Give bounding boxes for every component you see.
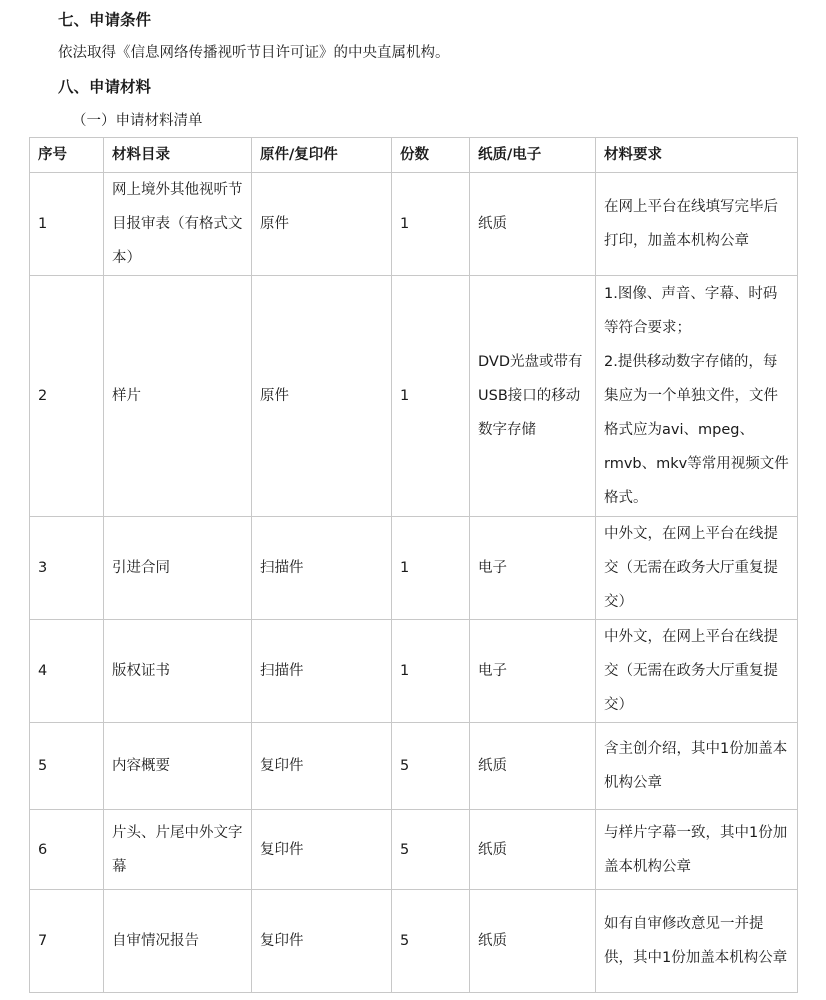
table-row	[30, 810, 798, 890]
cell-no: 1	[30, 173, 104, 276]
cell-medium: 纸质	[470, 810, 596, 890]
table-row	[30, 517, 798, 620]
cell-item: 样片	[104, 276, 252, 517]
cell-no: 6	[30, 810, 104, 890]
cell-item: 引进合同	[104, 517, 252, 620]
cell-no: 4	[30, 620, 104, 723]
cell-copies: 5	[392, 810, 470, 890]
table-row	[30, 620, 798, 723]
cell-requirement: 1.图像、声音、字幕、时码等符合要求； 2.提供移动数字存储的，每集应为一个单独文件，文件格式应为avi、mpeg、rmvb、mkv等常用视频文件格式。	[596, 276, 798, 517]
header-item: 材料目录	[104, 138, 252, 173]
header-medium: 纸质/电子	[470, 138, 596, 173]
cell-copies: 1	[392, 276, 470, 517]
cell-requirement: 在网上平台在线填写完毕后打印，加盖本机构公章	[596, 173, 798, 276]
cell-form: 复印件	[252, 890, 392, 993]
cell-form: 扫描件	[252, 517, 392, 620]
cell-requirement: 如有自审修改意见一并提供，其中1份加盖本机构公章	[596, 890, 798, 993]
cell-copies: 1	[392, 173, 470, 276]
table-header-row	[30, 138, 798, 173]
cell-form: 原件	[252, 276, 392, 517]
cell-copies: 5	[392, 723, 470, 810]
header-no: 序号	[30, 138, 104, 173]
cell-requirement: 中外文，在网上平台在线提交（无需在政务大厅重复提交）	[596, 620, 798, 723]
cell-form: 原件	[252, 173, 392, 276]
materials-list-subheading: （一）申请材料清单	[72, 113, 203, 129]
cell-medium: DVD光盘或带有USB接口的移动数字存储	[470, 276, 596, 517]
cell-copies: 1	[392, 517, 470, 620]
section-7-text: 依法取得《信息网络传播视听节目许可证》的中央直属机构。	[58, 45, 450, 61]
materials-table	[29, 137, 798, 993]
cell-form: 扫描件	[252, 620, 392, 723]
cell-no: 3	[30, 517, 104, 620]
cell-form: 复印件	[252, 810, 392, 890]
cell-requirement: 与样片字幕一致，其中1份加盖本机构公章	[596, 810, 798, 890]
cell-medium: 纸质	[470, 173, 596, 276]
cell-requirement: 含主创介绍，其中1份加盖本机构公章	[596, 723, 798, 810]
cell-medium: 纸质	[470, 723, 596, 810]
header-form: 原件/复印件	[252, 138, 392, 173]
header-requirement: 材料要求	[596, 138, 798, 173]
cell-no: 2	[30, 276, 104, 517]
cell-form: 复印件	[252, 723, 392, 810]
cell-item: 网上境外其他视听节目报审表（有格式文本）	[104, 173, 252, 276]
cell-item: 片头、片尾中外文字幕	[104, 810, 252, 890]
cell-copies: 1	[392, 620, 470, 723]
cell-item: 内容概要	[104, 723, 252, 810]
section-7-heading: 七、申请条件	[58, 11, 152, 29]
section-8-heading: 八、申请材料	[58, 78, 152, 96]
cell-medium: 纸质	[470, 890, 596, 993]
cell-copies: 5	[392, 890, 470, 993]
cell-no: 7	[30, 890, 104, 993]
table-row	[30, 890, 798, 993]
cell-item: 版权证书	[104, 620, 252, 723]
table-row	[30, 173, 798, 276]
cell-no: 5	[30, 723, 104, 810]
cell-requirement: 中外文，在网上平台在线提交（无需在政务大厅重复提交）	[596, 517, 798, 620]
header-copies: 份数	[392, 138, 470, 173]
cell-medium: 电子	[470, 620, 596, 723]
table-row	[30, 276, 798, 517]
table-row	[30, 723, 798, 810]
cell-item: 自审情况报告	[104, 890, 252, 993]
cell-medium: 电子	[470, 517, 596, 620]
